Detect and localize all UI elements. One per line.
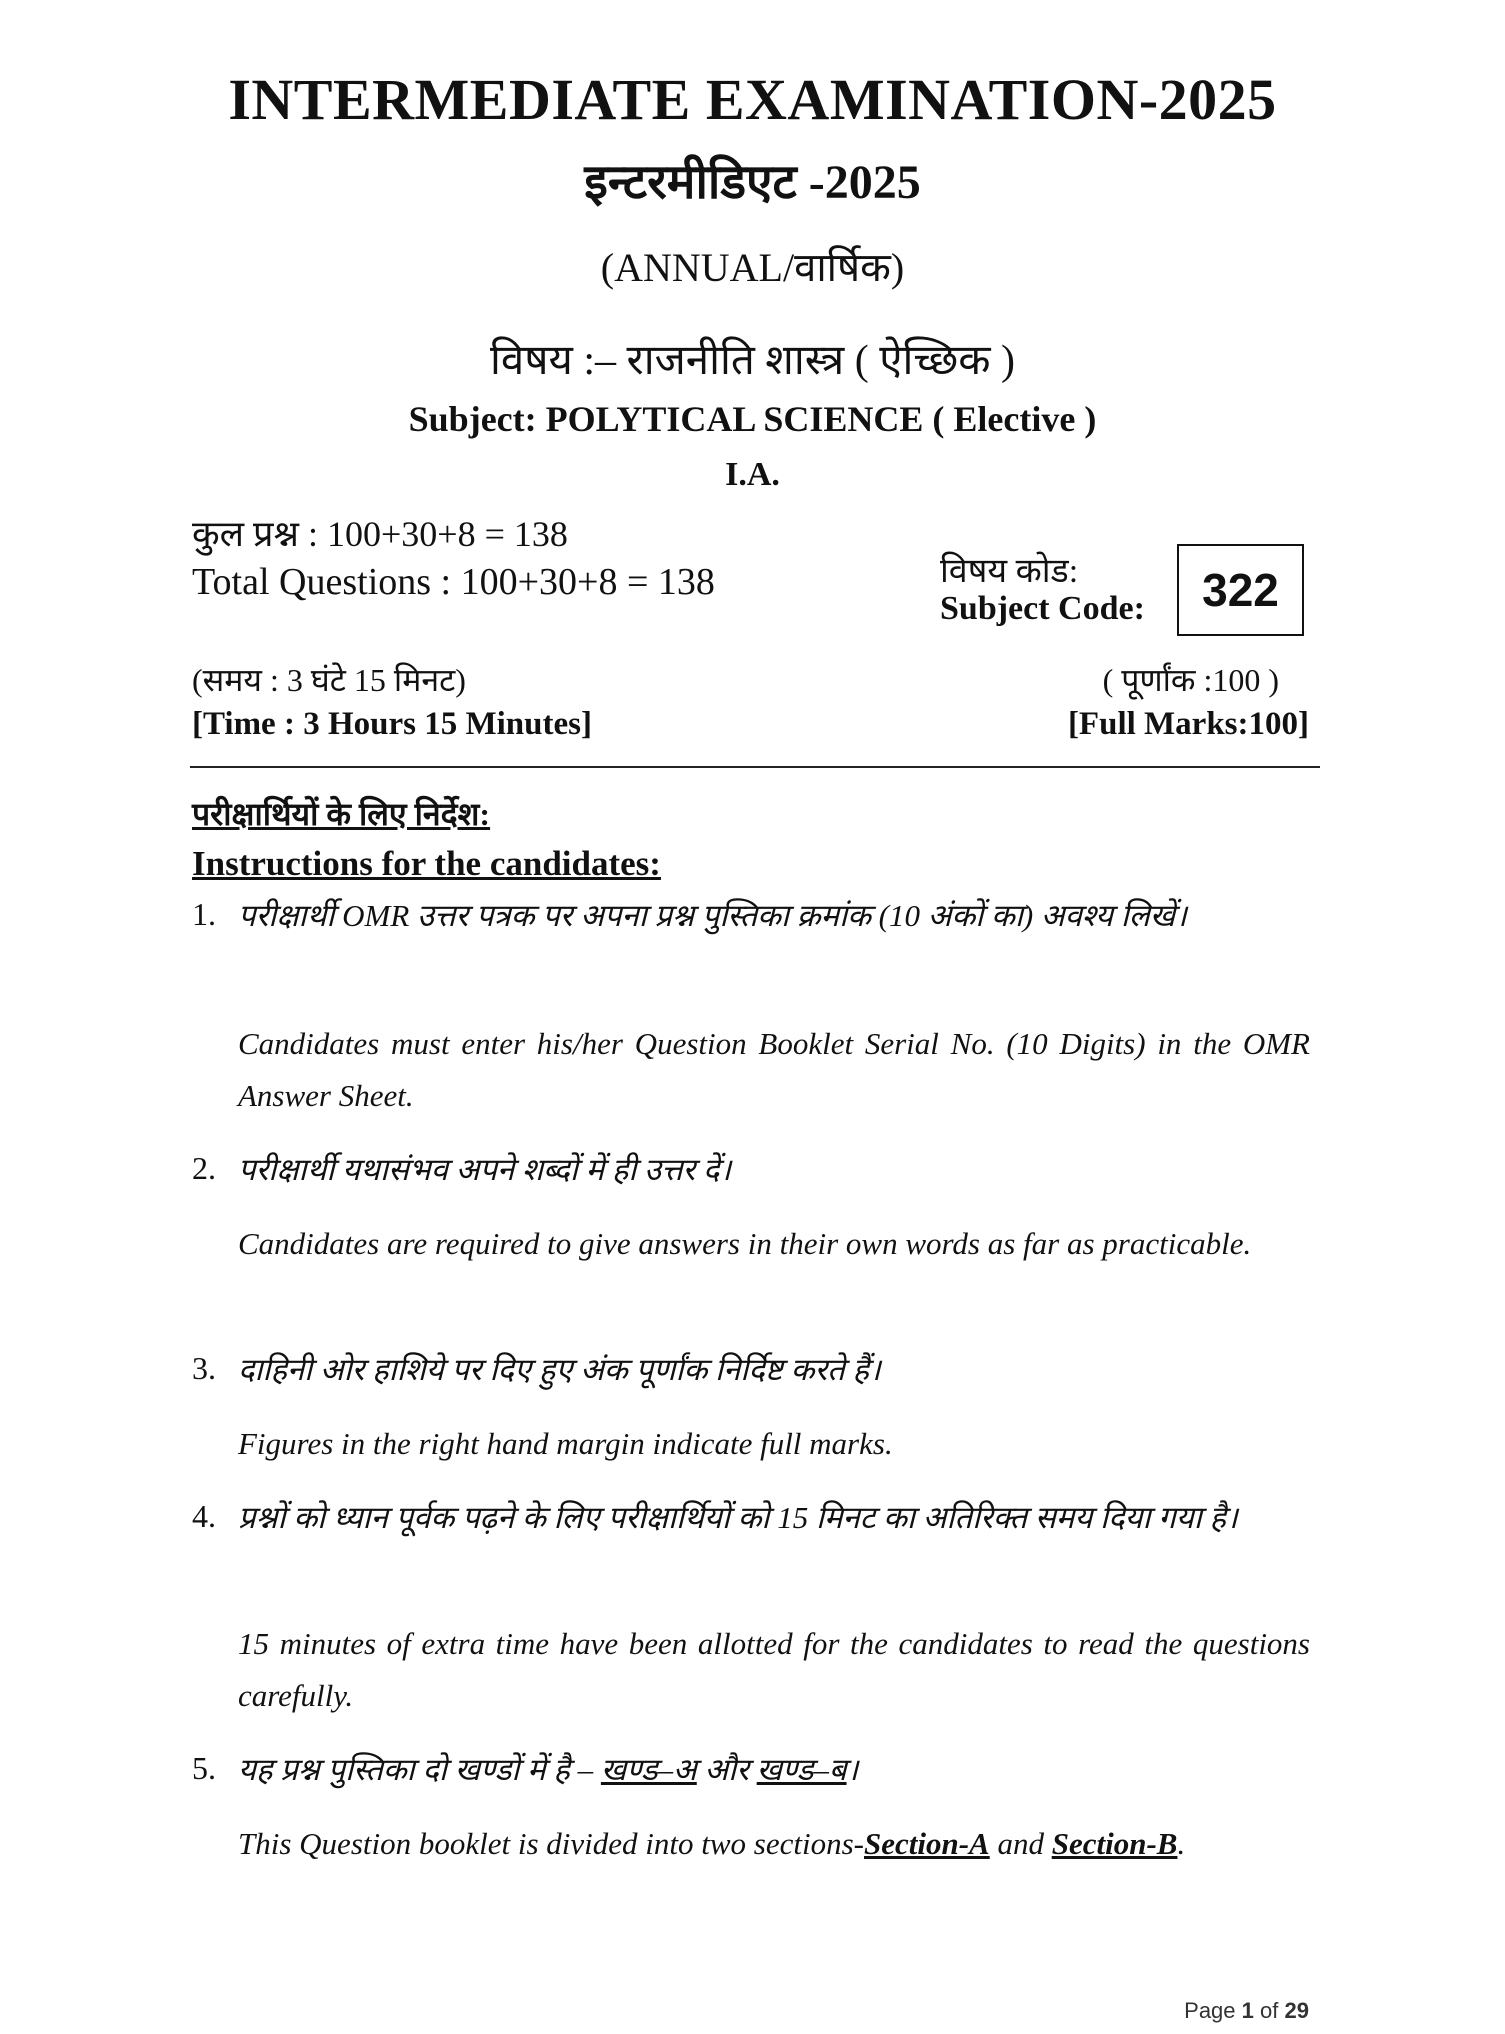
item-text-hindi-prefix: यह प्रश्न पुस्तिका दो खण्डों में है – <box>238 1752 594 1787</box>
page-footer <box>1184 1998 1309 2024</box>
of-label: of <box>1260 1998 1279 2023</box>
item-text-english: Figures in the right hand margin indicate full marks. <box>238 1426 893 1461</box>
subject-code-label-hindi: विषय कोड: <box>940 553 1079 590</box>
subject-code-label: Subject Code: <box>940 590 1145 627</box>
page-total: 29 <box>1284 1998 1309 2023</box>
item-text-english: Candidates are required to give answers in their own words as far as practicable. <box>238 1226 1252 1261</box>
item-number: 2. <box>192 1150 216 1186</box>
item-text-hindi: प्रश्नों को ध्यान पूर्वक पढ़ने के लिए परीक्षार्थियों को 15 मिनट का अतिरिक्त समय दिया गया है। <box>238 1500 1238 1535</box>
total-questions-english: Total Questions : 100+30+8 = 138 <box>192 561 715 603</box>
subject-english: Subject: POLYTICAL SCIENCE ( Elective ) <box>408 399 1097 439</box>
instructions-heading: Instructions for the candidates: <box>192 844 661 883</box>
item-number: 5. <box>192 1750 216 1786</box>
item-text-english: Candidates must enter his/her Question Booklet Serial No. (10 Digits) in the OMR Answer Sheet. <box>238 1026 1310 1113</box>
subject-code-box: 322 <box>1177 544 1304 636</box>
and-hindi: और <box>704 1752 749 1787</box>
instructions-heading-hindi: परीक्षार्थियों के लिए निर्देश: <box>192 796 491 832</box>
item-text-english-prefix: This Question booklet is divided into two sections- <box>238 1826 864 1861</box>
full-marks-hindi: ( पूर्णांक :100 ) <box>1102 662 1279 698</box>
page-number: 1 <box>1241 1998 1254 2023</box>
total-questions-hindi: कुल प्रश्न : 100+30+8 = 138 <box>192 514 568 554</box>
item-number: 1. <box>192 896 216 932</box>
subject-hindi: विषय :– राजनीति शास्त्र ( ऐच्छिक ) <box>490 338 1015 384</box>
item-text-hindi: दाहिनी ओर हाशिये पर दिए हुए अंक पूर्णांक निर्दिष्ट करते हैं। <box>238 1352 881 1387</box>
section-b-english: Section-B <box>1051 1826 1178 1861</box>
item-text-english <box>238 1818 1310 1870</box>
end-mark-hindi: । <box>846 1752 859 1787</box>
and-english: and <box>997 1826 1044 1861</box>
time-hindi: (समय : 3 घंटे 15 मिनट) <box>192 662 466 698</box>
end-mark-english: . <box>1177 1826 1186 1861</box>
item-number: 3. <box>192 1350 216 1386</box>
item-text-hindi: परीक्षार्थी यथासंभव अपने शब्दों में ही उत्तर दें। <box>238 1152 732 1187</box>
time-english: [Time : 3 Hours 15 Minutes] <box>192 706 592 742</box>
exam-title-hindi: इन्टरमीडिएट -2025 <box>584 156 921 209</box>
item-number: 4. <box>192 1498 216 1534</box>
exam-type: (ANNUAL/वार्षिक) <box>600 245 905 290</box>
divider <box>190 766 1320 768</box>
section-b-hindi: खण्ड–ब <box>756 1752 847 1787</box>
item-text-english: 15 minutes of extra time have been allotted for the candidates to read the questions carefully. <box>238 1626 1310 1713</box>
full-marks-english: [Full Marks:100] <box>1067 706 1309 742</box>
item-text-hindi: परीक्षार्थी OMR उत्तर पत्रक पर अपना प्रश्न पुस्तिका क्रमांक (10 अंकों का) अवश्य लिखें। <box>238 898 1187 933</box>
exam-title: INTERMEDIATE EXAMINATION-2025 <box>228 67 1277 132</box>
page-label: Page <box>1184 1998 1236 2023</box>
section-a-english: Section-A <box>863 1826 990 1861</box>
section-a-hindi: खण्ड–अ <box>600 1752 697 1787</box>
item-text-hindi <box>238 1744 1310 1796</box>
stream-label: I.A. <box>725 456 780 493</box>
